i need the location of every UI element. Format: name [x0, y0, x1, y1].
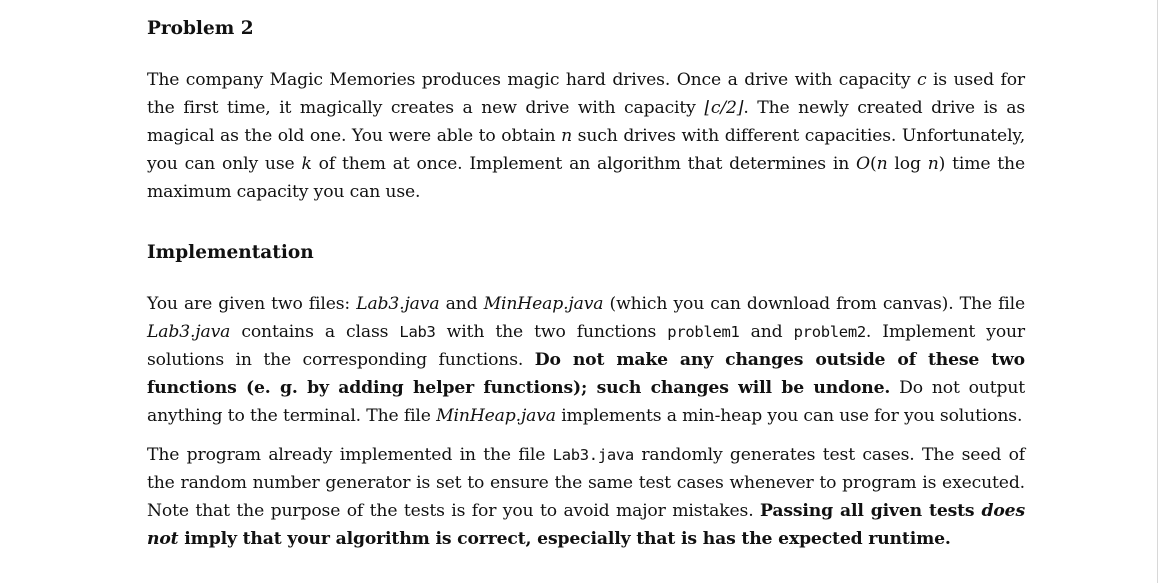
- code-problem2: problem2: [793, 323, 866, 341]
- code-class-lab3: Lab3: [399, 323, 436, 341]
- math-var-c: c: [916, 70, 927, 90]
- math-var-k: k: [301, 154, 312, 174]
- bold-warning: Do not make any changes outside of these two functions (e. g. by adding helper functions); such changes will be undone.: [147, 350, 1025, 398]
- math-floor-expression: ⌊c/2⌋: [704, 98, 744, 118]
- math-var-n: n: [561, 126, 573, 146]
- implementation-paragraph-2: The program already implemented in the file Lab3.java randomly generates test cases. The seed of the random number generator is set to ensure the same test cases whenever to program is executed. Note that the purpose of the tests is for you to avoid major mistakes. Passing all given tests does not imply that your algorithm is correct, especially that is has the expected runtime.: [147, 445, 1025, 549]
- implementation-heading: Implementation: [147, 242, 314, 263]
- filename-minheap: MinHeap.java: [483, 294, 604, 314]
- filename-lab3: Lab3.java: [147, 322, 231, 342]
- filename-minheap: MinHeap.java: [436, 406, 556, 426]
- implementation-paragraph-1: You are given two files: Lab3.java and MinHeap.java (which you can download from canvas). The file Lab3.java contains a class Lab3 with the two functions problem1 and problem2. Implement your solutions in the corresponding functions. Do not make any changes outside of these two functions (e. g. by adding helper functions); such changes will be undone. Do not output anything to the terminal. The file MinHeap.java implements a min-heap you can use for you solutions.: [147, 294, 1026, 426]
- problem-heading: Problem 2: [147, 18, 254, 39]
- bold-tests-note: Passing all given tests does not imply that your algorithm is correct, especially that is has the expected runtime.: [147, 501, 1025, 549]
- math-big-o: O(n log n): [856, 154, 946, 174]
- problem-paragraph: The company Magic Memories produces magic hard drives. Once a drive with capacity c is used for the first time, it magically creates a new drive with capacity ⌊c/2⌋. The newly created drive is as magical as the old one. You were able to obtain n such drives with different capacities. Unfortunately, you can only use k of them at once. Implement an algorithm that determines in O(n log n) time the maximum capacity you can use.: [147, 70, 1026, 202]
- filename-lab3: Lab3.java: [356, 294, 440, 314]
- code-lab3-java: Lab3.java: [552, 446, 634, 464]
- code-problem1: problem1: [667, 323, 740, 341]
